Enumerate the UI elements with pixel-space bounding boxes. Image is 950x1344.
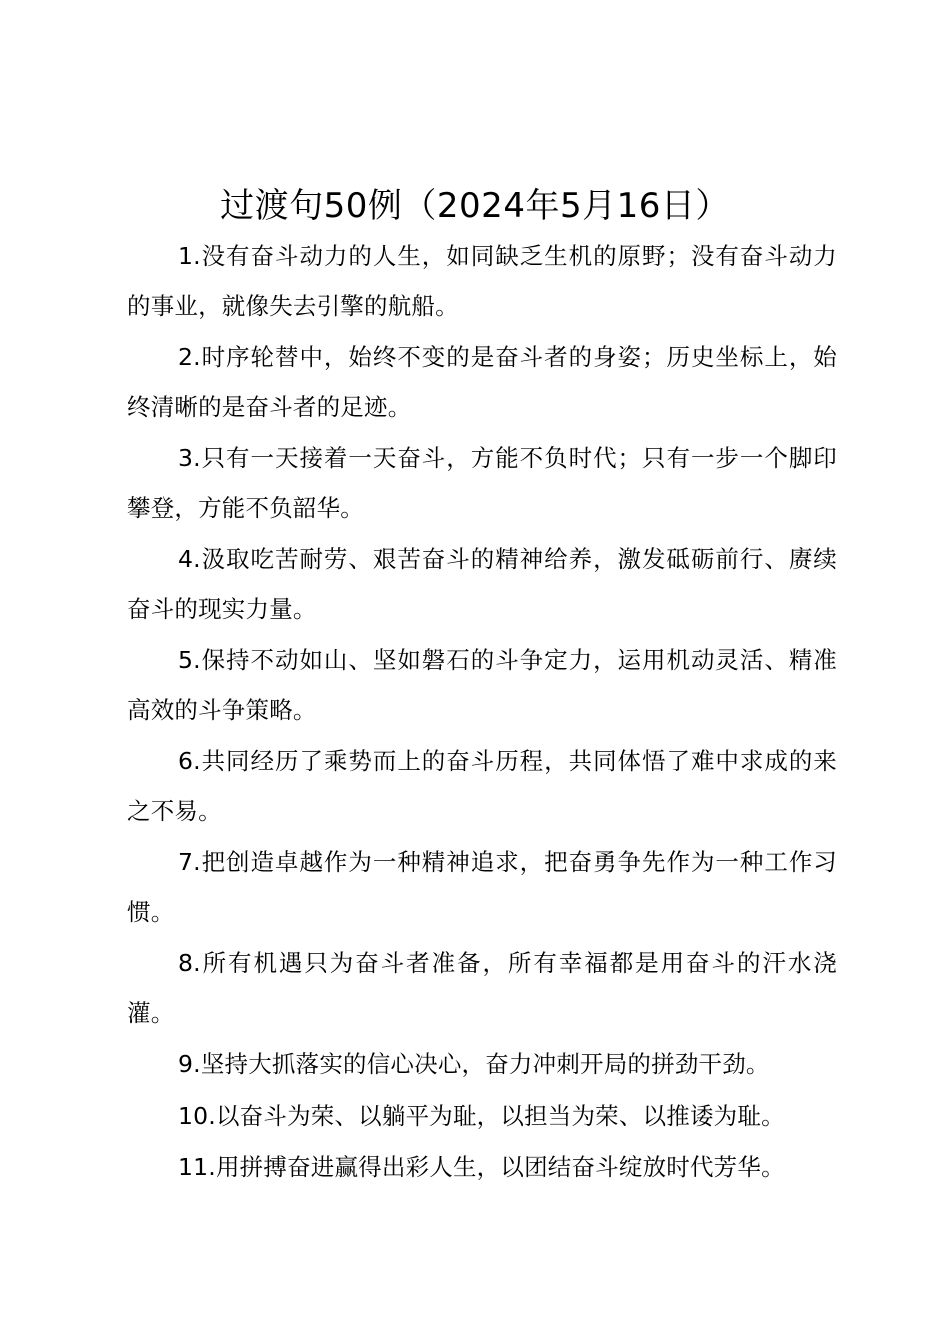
paragraph-1: 1.没有奋斗动力的人生，如同缺乏生机的原野；没有奋斗动力的事业，就像失去引擎的航船。 (127, 242, 837, 320)
paragraph-4: 4.汲取吃苦耐劳、艰苦奋斗的精神给养，激发砥砺前行、赓续奋斗的现实力量。 (127, 545, 837, 623)
paragraph-5: 5.保持不动如山、坚如磐石的斗争定力，运用机动灵活、精准高效的斗争策略。 (127, 646, 837, 724)
paragraph-8: 8.所有机遇只为奋斗者准备，所有幸福都是用奋斗的汗水浇灌。 (127, 949, 837, 1027)
paragraph-7: 7.把创造卓越作为一种精神追求，把奋勇争先作为一种工作习惯。 (127, 848, 837, 926)
paragraph-2: 2.时序轮替中，始终不变的是奋斗者的身姿；历史坐标上，始终清晰的是奋斗者的足迹。 (127, 343, 837, 421)
paragraph-3: 3.只有一天接着一天奋斗，方能不负时代；只有一步一个脚印攀登，方能不负韶华。 (127, 444, 837, 522)
paragraph-11: 11.用拼搏奋进赢得出彩人生，以团结奋斗绽放时代芳华。 (178, 1153, 785, 1181)
paragraph-10: 10.以奋斗为荣、以躺平为耻，以担当为荣、以推诿为耻。 (178, 1101, 785, 1130)
paragraph-9: 9.坚持大抓落实的信心决心，奋力冲刺开局的拼劲干劲。 (178, 1050, 770, 1078)
paragraph-6: 6.共同经历了乘势而上的奋斗历程，共同体悟了难中求成的来之不易。 (127, 747, 837, 825)
document-body (127, 232, 837, 1195)
document-title: 过渡句50例（2024年5月16日） (220, 186, 730, 226)
